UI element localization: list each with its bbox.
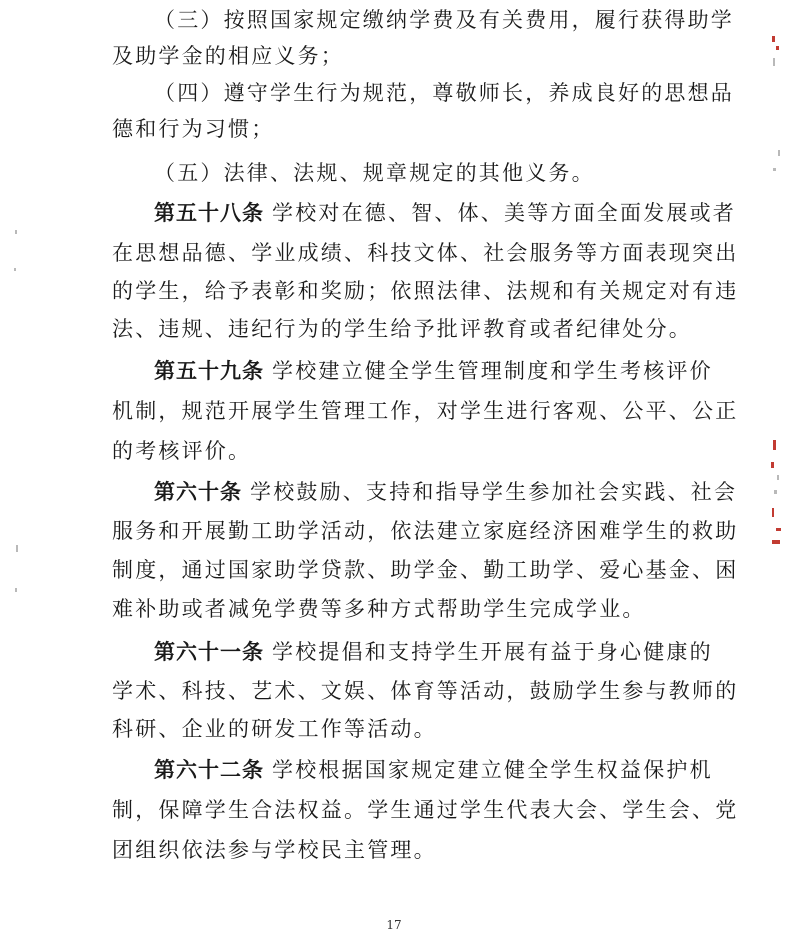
scan-mark xyxy=(772,36,775,42)
text-line: 的学生，给予表彰和奖励；依照法律、法规和有关规定对有违 xyxy=(112,279,739,303)
article-61-heading: 第六十一条 xyxy=(154,640,264,664)
scan-mark xyxy=(772,508,774,517)
text-line: 在思想品德、学业成绩、科技文体、社会服务等方面表现突出 xyxy=(112,241,739,265)
scan-mark xyxy=(777,475,779,480)
text-line: 法、违规、违纪行为的学生给予批评教育或者纪律处分。 xyxy=(112,317,692,341)
article-60-first-line: 第六十条 学校鼓励、支持和指导学生参加社会实践、社会 xyxy=(154,480,738,504)
article-58-first-line: 第五十八条 学校对在德、智、体、美等方面全面发展或者 xyxy=(154,201,736,225)
scan-mark xyxy=(15,230,17,234)
text-line: 机制，规范开展学生管理工作，对学生进行客观、公平、公正 xyxy=(112,399,739,423)
page-number: 17 xyxy=(386,918,402,932)
article-61-first-line: 第六十一条 学校提倡和支持学生开展有益于身心健康的 xyxy=(154,640,713,664)
text-line: （三）按照国家规定缴纳学费及有关费用，履行获得助学 xyxy=(154,8,734,32)
scan-mark xyxy=(771,462,774,468)
scan-mark xyxy=(773,440,776,450)
text-line: 服务和开展勤工助学活动，依法建立家庭经济困难学生的救助 xyxy=(112,519,739,543)
scan-mark xyxy=(14,268,16,271)
text-line: 及助学金的相应义务； xyxy=(112,44,344,68)
scan-mark xyxy=(778,150,780,156)
scan-mark xyxy=(776,46,779,50)
article-59-first-line: 第五十九条 学校建立健全学生管理制度和学生考核评价 xyxy=(154,359,713,383)
text-line: 科研、企业的研发工作等活动。 xyxy=(112,717,437,741)
text-line: 制，保障学生合法权益。学生通过学生代表大会、学生会、党 xyxy=(112,798,739,822)
text-line: 难补助或者减免学费等多种方式帮助学生完成学业。 xyxy=(112,597,646,621)
scan-mark xyxy=(776,528,781,531)
article-58-heading: 第五十八条 xyxy=(154,201,264,225)
article-59-heading: 第五十九条 xyxy=(154,359,264,383)
article-60-heading: 第六十条 xyxy=(154,480,242,504)
text-line: 的考核评价。 xyxy=(112,439,252,463)
scan-mark xyxy=(773,168,776,171)
text-line: （四）遵守学生行为规范，尊敬师长，养成良好的思想品 xyxy=(154,81,734,105)
scan-mark xyxy=(773,58,775,66)
article-62-heading: 第六十二条 xyxy=(154,758,264,782)
text-line: 学术、科技、艺术、文娱、体育等活动，鼓励学生参与教师的 xyxy=(112,679,739,703)
text-line: 制度，通过国家助学贷款、助学金、勤工助学、爱心基金、困 xyxy=(112,558,739,582)
text-line: 德和行为习惯； xyxy=(112,117,275,141)
scan-mark xyxy=(16,545,18,552)
text-line: （五）法律、法规、规章规定的其他义务。 xyxy=(154,161,595,185)
scan-mark xyxy=(772,540,780,544)
scan-mark xyxy=(774,490,777,494)
scan-mark xyxy=(15,588,17,592)
article-62-first-line: 第六十二条 学校根据国家规定建立健全学生权益保护机 xyxy=(154,758,713,782)
text-line: 团组织依法参与学校民主管理。 xyxy=(112,838,437,862)
